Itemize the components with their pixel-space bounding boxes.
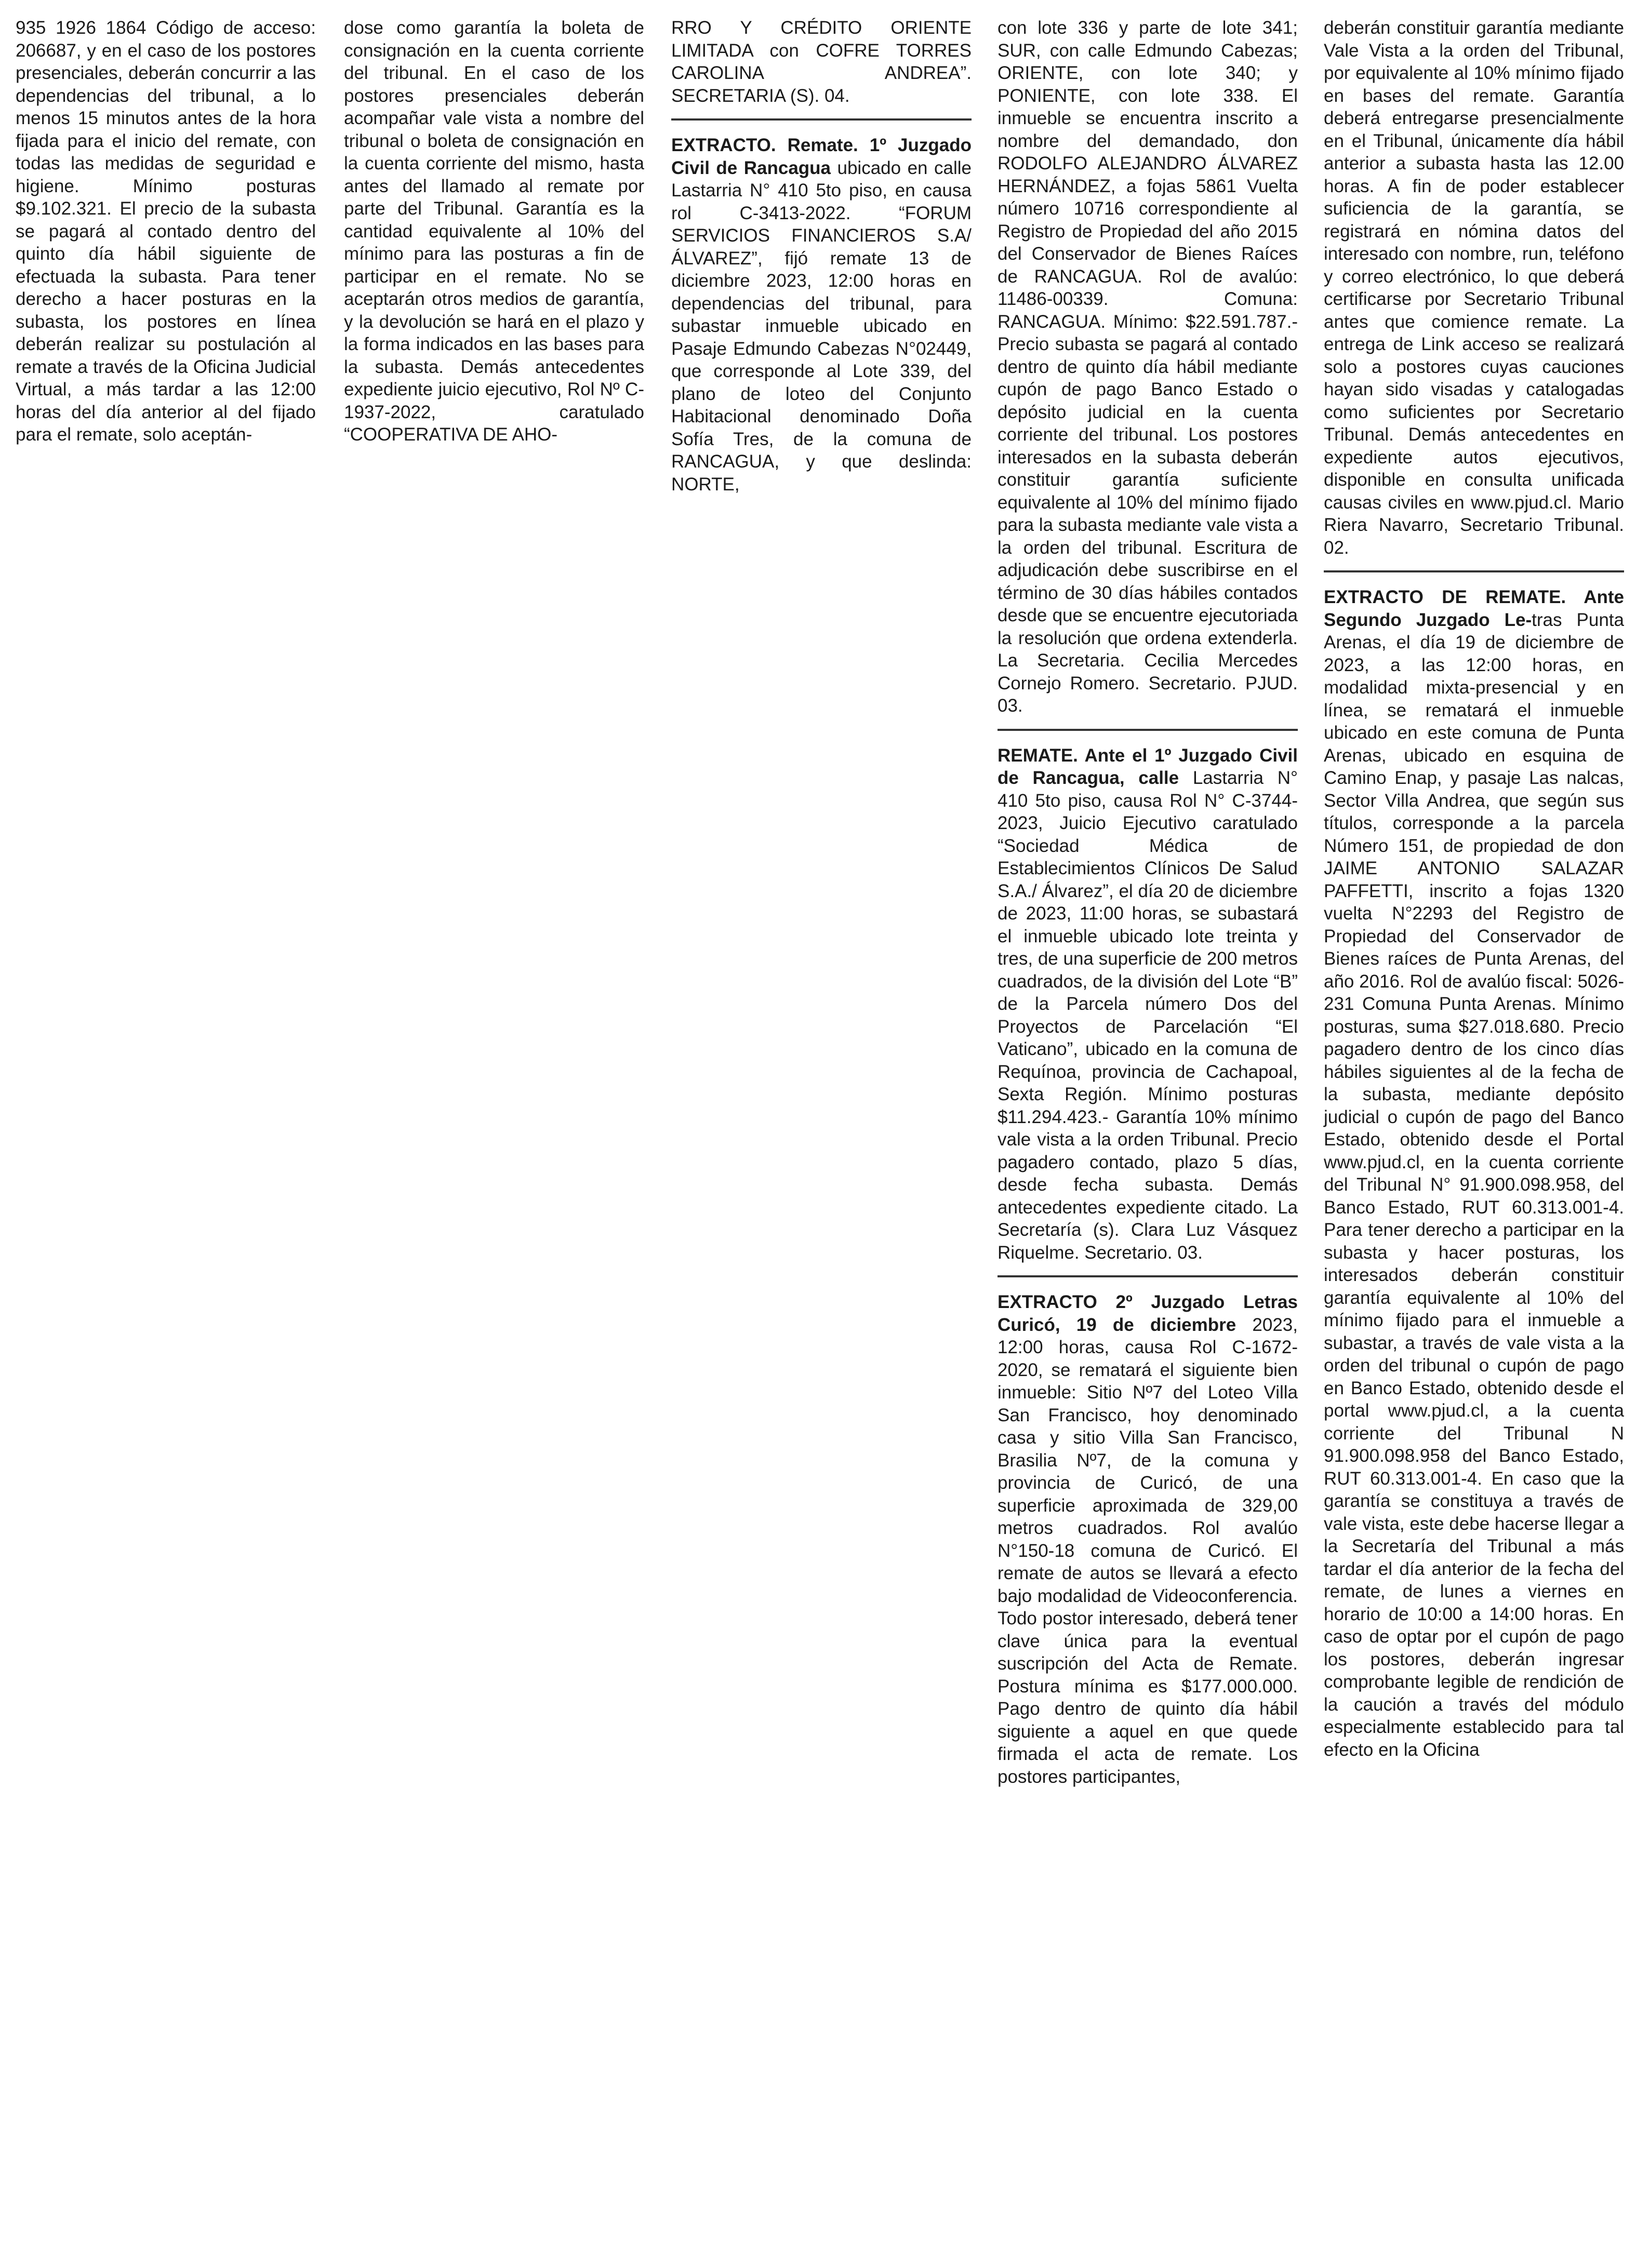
notice bbox=[998, 1291, 1298, 1788]
column-5 bbox=[1324, 17, 1624, 1761]
notice-heading: EXTRACTO 2º Juzgado Letras Curicó, 19 de diciembre bbox=[998, 1292, 1298, 1335]
notice-text: Lastarria N° 410 5to piso, causa Rol N° C-3744-2023, Juicio Ejecutivo caratulado “Sociedad Médica de Establecimientos Clínicos De Salud S.A./ Álvarez”, el día 20 de diciembre de 2023, 11:00 horas, se subastará el inmueble ubicado lote treinta y tres, de una superficie de 200 metros cuadrados, de la división del Lote “B” de la Parcela número Dos del Proyectos de Parcelación “El Vaticano”, ubicado en la comuna de Requínoa, provincia de Cachapoal, Sexta Región. Mínimo posturas $11.294.423.- Garantía 10% mínimo vale vista a la orden Tribunal. Precio pagadero contado, plazo 5 días, desde fecha subasta. Demás antecedentes expediente citado. La Secretaría (s). Clara Luz Vásquez Riquelme. Secretario. 03. bbox=[998, 768, 1298, 1263]
notice bbox=[998, 744, 1298, 1264]
notice-text: 935 1926 1864 Código de acceso: 206687, y en el caso de los postores presenciales, deberán concurrir a las dependencias del tribunal, a lo menos 15 minutos antes de la hora fijada para el inicio del remate, con todas las medidas de seguridad e higiene. Mínimo posturas $9.102.321. El precio de la subasta se pagará al contado dentro del quinto día hábil siguiente de efectuada la subasta. Para tener derecho a hacer posturas en la subasta, los postores en línea deberán realizar su postulación al remate a través de la Oficina Judicial Virtual, a más tardar a las 12:00 horas del día anterior al del fijado para el remate, solo aceptán- bbox=[16, 18, 316, 445]
column-1 bbox=[16, 17, 316, 446]
divider bbox=[671, 118, 972, 121]
notice-text: deberán constituir garantía mediante Vale Vista a la orden del Tribunal, por equivalente al 10% mínimo fijado en bases del remate. Garantía deberá entregarse presencialmente en el Tribunal, únicamente día hábil anterior a subasta hasta las 12.00 horas. A fin de poder establecer suficiencia de la garantía, se registrará en nómina datos del interesado con nombre, run, teléfono y correo electrónico, lo que deberá certificarse por Secretario Tribunal antes que comience remate. La entrega de Link acceso se realizará solo a postores cuyas cauciones hayan sido visadas y catalogadas como suficientes por Secretario Tribunal. Demás antecedentes en expediente autos ejecutivos, disponible en consulta unificada causas civiles en www.pjud.cl. Mario Riera Navarro, Secretario Tribunal. 02. bbox=[1324, 18, 1624, 558]
column-3 bbox=[671, 17, 972, 496]
divider bbox=[1324, 570, 1624, 572]
column-2 bbox=[344, 17, 644, 446]
notice bbox=[16, 17, 316, 446]
notice-heading: EXTRACTO. Remate. 1º Juzgado Civil de Rancagua bbox=[671, 135, 972, 178]
notice bbox=[671, 134, 972, 496]
notice bbox=[998, 17, 1298, 717]
notice-text: RRO Y CRÉDITO ORIENTE LIMITADA con COFRE TORRES CAROLINA ANDREA”. SECRETARIA (S). 04. bbox=[671, 18, 972, 106]
notice bbox=[344, 17, 644, 446]
notice bbox=[671, 17, 972, 107]
divider bbox=[998, 1275, 1298, 1277]
notice-text: dose como garantía la boleta de consignación en la cuenta corriente del tribunal. En el caso de los postores presenciales deberán acompañar vale vista a nombre del tribunal o boleta de consignación en la cuenta corriente del mismo, hasta antes del llamado al remate por parte del Tribunal. Garantía es la cantidad equivalente al 10% del mínimo para las posturas a fin de participar en el remate. No se aceptarán otros medios de garantía, y la devolución se hará en el plazo y la forma indicados en las bases para la subasta. Demás antecedentes expediente juicio ejecutivo, Rol Nº C-1937-2022, caratulado “COOPERATIVA DE AHO- bbox=[344, 18, 644, 445]
column-4 bbox=[998, 17, 1298, 1788]
notice bbox=[1324, 17, 1624, 559]
notice-heading: EXTRACTO DE REMATE. Ante Segundo Juzgado Le- bbox=[1324, 587, 1624, 630]
divider bbox=[998, 729, 1298, 731]
notice bbox=[1324, 586, 1624, 1761]
notice-heading: REMATE. Ante el 1º Juzgado Civil de Rancagua, calle bbox=[998, 745, 1298, 788]
notice-text: ubicado en calle Lastarria N° 410 5to piso, en causa rol C-3413-2022. “FORUM SERVICIOS FINANCIEROS S.A/ ÁLVAREZ”, fijó remate 13 de diciembre 2023, 12:00 horas en dependencias del tribunal, para subastar inmueble ubicado en Pasaje Edmundo Cabezas N°02449, que corresponde al Lote 339, del plano de loteo del Conjunto Habitacional denominado Doña Sofía Tres, de la comuna de RANCAGUA, y que deslinda: NORTE, bbox=[671, 157, 972, 495]
notice-text: tras Punta Arenas, el día 19 de diciembre de 2023, a las 12:00 horas, en modalidad mixta-presencial y en línea, se rematará el inmueble ubicado en este comuna de Punta Arenas, ubicado en esquina de Camino Enap, y pasaje Las nalcas, Sector Villa Andrea, que según sus títulos, corresponde a la parcela Número 151, de propiedad de don JAIME ANTONIO SALAZAR PAFFETTI, inscrito a fojas 1320 vuelta N°2293 del Registro de Propiedad del Conservador de Bienes raíces de Punta Arenas, del año 2016. Rol de avalúo fiscal: 5026-231 Comuna Punta Arenas. Mínimo posturas, suma $27.018.680. Precio pagadero dentro de los cinco días hábiles siguientes al de la fecha de la subasta, mediante depósito judicial o cupón de pago del Banco Estado, obtenido desde el Portal www.pjud.cl, en la cuenta corriente del Tribunal N° 91.900.098.958, del Banco Estado, RUT 60.313.001-4. Para tener derecho a participar en la subasta y hacer posturas, los interesados deberán constituir garantía equivalente al 10% del mínimo fijado para el inmueble a subastar, a través de vale vista a la orden del tribunal o cupón de pago en Banco Estado, obtenido desde el portal www.pjud.cl, a la cuenta corriente del Tribunal N 91.900.098.958 del Banco Estado, RUT 60.313.001-4. En caso que la garantía se constituya a través de vale vista, este debe hacerse llegar a la Secretaría del Tribunal a más tardar el día anterior de la fecha del remate, de lunes a viernes en horario de 10:00 a 14:00 horas. En caso de optar por el cupón de pago los postores, deberán ingresar comprobante legible de rendición de la caución a través del módulo especialmente establecido para tal efecto en la Oficina bbox=[1324, 609, 1624, 1760]
notice-text: con lote 336 y parte de lote 341; SUR, con calle Edmundo Cabezas; ORIENTE, con lote 340; y PONIENTE, con lote 338. El inmueble se encuentra inscrito a nombre del demandado, don RODOLFO ALEJANDRO ÁLVAREZ HERNÁNDEZ, a fojas 5861 Vuelta número 10716 correspondiente al Registro de Propiedad del año 2015 del Conservador de Bienes Raíces de RANCAGUA. Rol de avalúo: 11486-00339. Comuna: RANCAGUA. Mínimo: $22.591.787.- Precio subasta se pagará al contado dentro de quinto día hábil mediante cupón de pago Banco Estado o depósito judicial en la cuenta corriente del tribunal. Los postores interesados en la subasta deberán constituir garantía suficiente equivalente al 10% del mínimo fijado para la subasta mediante vale vista a la orden del tribunal. Escritura de adjudicación debe suscribirse en el término de 30 días hábiles contados desde que se encuentre ejecutoriada la resolución que ordena extenderla. La Secretaria. Cecilia Mercedes Cornejo Romero. Secretario. PJUD. 03. bbox=[998, 18, 1298, 716]
notice-text: 2023, 12:00 horas, causa Rol C-1672-2020, se rematará el siguiente bien inmueble: Sitio Nº7 del Loteo Villa San Francisco, hoy denominado casa y sitio Villa San Francisco, Brasilia Nº7, de la comuna y provincia de Curicó, de una superficie aproximada de 329,00 metros cuadrados. Rol avalúo N°150-18 comuna de Curicó. El remate de autos se llevará a efecto bajo modalidad de Videoconferencia. Todo postor interesado, deberá tener clave única para la eventual suscripción del Acta de Remate. Postura mínima es $177.000.000. Pago dentro de quinto día hábil siguiente a aquel en que quede firmada el acta de remate. Los postores participantes, bbox=[998, 1314, 1298, 1787]
